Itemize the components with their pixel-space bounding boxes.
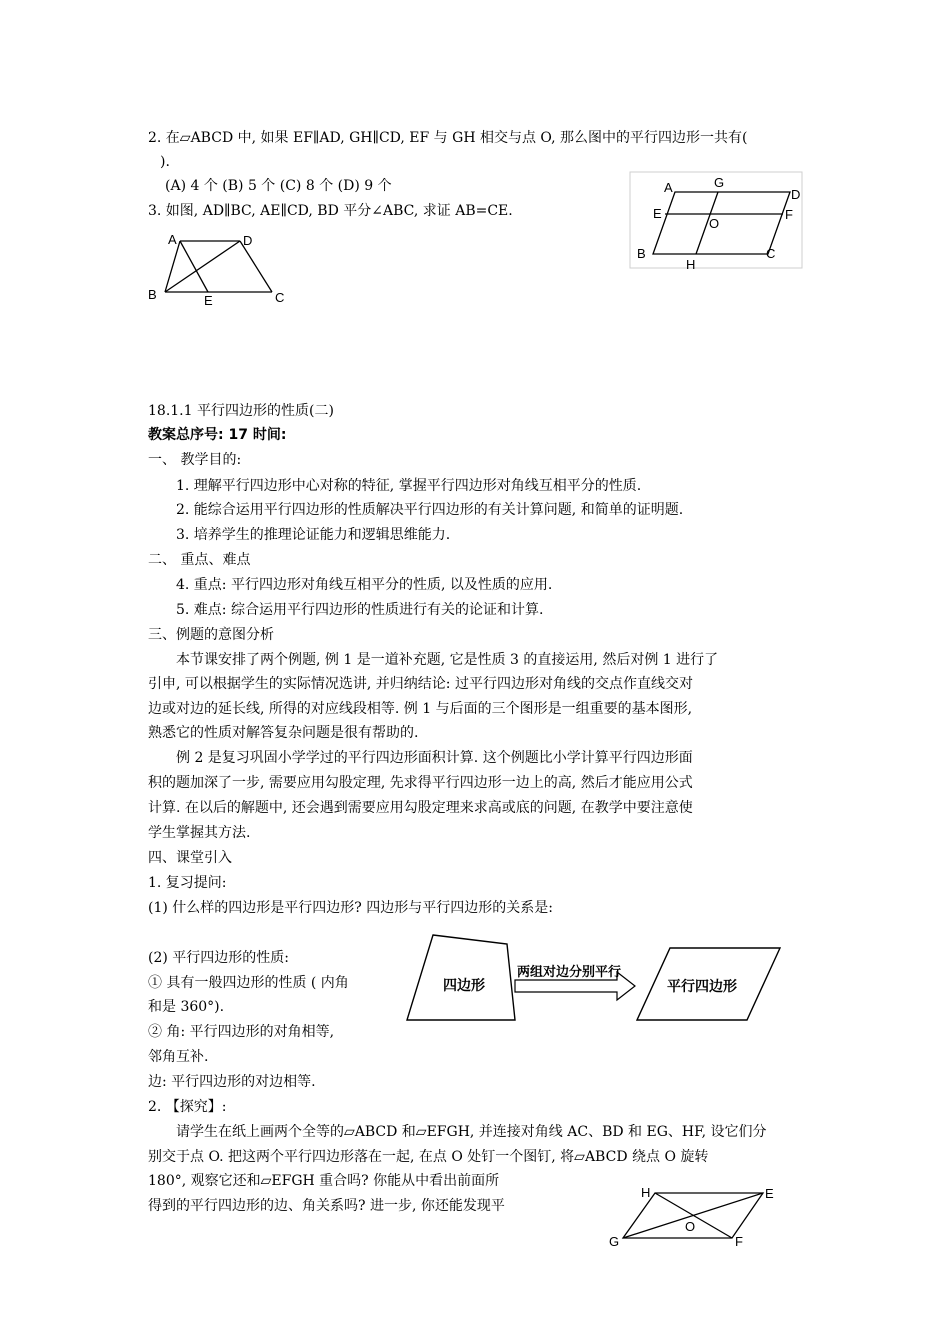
q2-line1: 2. 在▱ABCD 中, 如果 EF∥AD, GH∥CD, EF 与 GH 相交与点 O, 那么图中的平行四边形一共有( [148, 130, 748, 146]
paragraph-line: 积的题加深了一步, 需要应用勾股定理, 先求得平行四边形一边上的高, 然后才能应用公式 [148, 775, 693, 791]
explore-label: 2. 【探究】: [148, 1099, 227, 1115]
goal-1: 1. 理解平行四边形中心对称的特征, 掌握平行四边形对角线互相平分的性质. [176, 478, 642, 494]
fig2-label-c: C [275, 290, 285, 305]
fig2-label-d: D [243, 233, 253, 248]
figure-parallelogram-efgh [630, 172, 805, 272]
flow-right-label: 平行四边形 [667, 978, 737, 994]
paragraph-line: 例 2 是复习巩固小学学过的平行四边形面积计算. 这个例题比小学计算平行四边形面 [176, 750, 693, 766]
paragraph-line: 得到的平行四边形的边、角关系吗? 进一步, 你还能发现平 [148, 1198, 505, 1214]
q2-options: (A) 4 个 (B) 5 个 (C) 8 个 (D) 9 个 [165, 178, 392, 194]
fig1-label-g: G [714, 175, 725, 190]
flow-left-label: 四边形 [443, 977, 485, 993]
heading-class-intro: 四、课堂引入 [148, 850, 232, 866]
fig1-label-a: A [664, 180, 673, 195]
fig2-label-e: E [204, 293, 213, 308]
heading-example-analysis: 三、例题的意图分析 [148, 627, 274, 643]
fig3-label-h: H [641, 1185, 651, 1200]
difficult-point: 5. 难点: 综合运用平行四边形的性质进行有关的论证和计算. [176, 602, 544, 618]
property-1a: ① 具有一般四边形的性质 ( 内角 [148, 975, 349, 991]
paragraph-line: 引申, 可以根据学生的实际情况选讲, 并归纳结论: 过平行四边形对角线的交点作直线交对 [148, 676, 693, 692]
fig1-label-h: H [686, 257, 696, 272]
paragraph-line: 边或对边的延长线, 所得的对应线段相等. 例 1 与后面的三个图形是一组重要的基本图形, [148, 701, 693, 717]
goal-2: 2. 能综合运用平行四边形的性质解决平行四边形的有关计算问题, 和简单的证明题. [176, 502, 684, 518]
lesson-meta: 教案总序号: 17 时间: [148, 427, 287, 443]
fig2-label-a: A [168, 232, 177, 247]
property-2b: 邻角互补. [148, 1049, 209, 1065]
paragraph-line: 熟悉它的性质对解答复杂问题是很有帮助的. [148, 725, 419, 741]
figure-trapezoid-abcd [140, 228, 300, 308]
paragraph-line: 180°, 观察它还和▱EFGH 重合吗? 你能从中看出前面所 [148, 1173, 500, 1189]
flow-diagram [405, 932, 785, 1024]
paragraph-line: 学生掌握其方法. [148, 825, 251, 841]
fig3-label-g: G [609, 1234, 620, 1249]
fig1-label-f: F [785, 207, 793, 222]
fig2-label-b: B [148, 287, 157, 302]
fig3-label-f: F [735, 1234, 743, 1249]
question-a: (1) 什么样的四边形是平行四边形? 四边形与平行四边形的关系是: [148, 900, 553, 916]
figure-parallelogram-hefg [605, 1183, 785, 1253]
property-3: 边: 平行四边形的对边相等. [148, 1074, 316, 1090]
fig3-label-o: O [685, 1219, 696, 1234]
goal-3: 3. 培养学生的推理论证能力和逻辑思维能力. [176, 527, 451, 543]
review-label: 1. 复习提问: [148, 875, 227, 891]
flow-arrow-label: 两组对边分别平行 [517, 964, 622, 979]
fig1-label-c: C [766, 246, 776, 261]
paragraph-line: 计算. 在以后的解题中, 还会遇到需要应用勾股定理来求高或底的问题, 在教学中要注意使 [148, 800, 693, 816]
paragraph-line: 请学生在纸上画两个全等的▱ABCD 和▱EFGH, 并连接对角线 AC、BD 和 EG、HF, 设它们分 [176, 1124, 767, 1140]
q2-line2: ). [160, 154, 170, 170]
fig1-label-o: O [709, 216, 720, 231]
paragraph-line: 别交于点 O. 把这两个平行四边形落在一起, 在点 O 处钉一个图钉, 将▱ABCD 绕点 O 旋转 [148, 1149, 709, 1165]
property-1b: 和是 360°). [148, 999, 225, 1015]
paragraph-line: 本节课安排了两个例题, 例 1 是一道补充题, 它是性质 3 的直接运用, 然后对例 1 进行了 [176, 652, 719, 668]
fig3-label-e: E [765, 1186, 774, 1201]
section-heading: 18.1.1 平行四边形的性质(二) [148, 403, 334, 419]
heading-teaching-goals: 一、 教学目的: [148, 452, 242, 468]
question-b: (2) 平行四边形的性质: [148, 950, 289, 966]
q3-text: 3. 如图, AD∥BC, AE∥CD, BD 平分∠ABC, 求证 AB=CE. [148, 203, 513, 219]
fig1-label-b: B [637, 246, 646, 261]
key-point: 4. 重点: 平行四边形对角线互相平分的性质, 以及性质的应用. [176, 577, 553, 593]
fig1-label-e: E [653, 206, 662, 221]
fig1-label-d: D [791, 187, 801, 202]
property-2a: ② 角: 平行四边形的对角相等, [148, 1024, 335, 1040]
heading-key-points: 二、 重点、难点 [148, 552, 251, 568]
